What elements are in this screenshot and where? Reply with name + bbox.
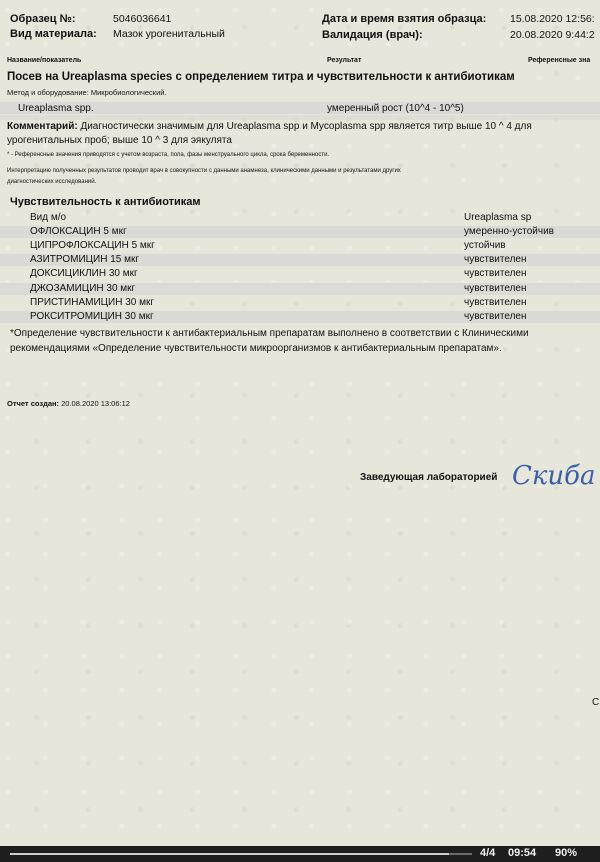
signature-text: Скиба bbox=[512, 461, 596, 491]
handwritten-signature bbox=[512, 457, 600, 493]
clock: 09:54 bbox=[508, 847, 537, 859]
organism-name: Ureaplasma spp. bbox=[18, 103, 94, 114]
comment-line-1 bbox=[7, 121, 532, 132]
column-result-header: Результат bbox=[327, 57, 362, 64]
drug-result: чувствителен bbox=[464, 254, 527, 265]
table-row bbox=[0, 240, 600, 252]
drug-name: ОФЛОКСАЦИН 5 мкг bbox=[30, 226, 127, 237]
drug-name: ДОКСИЦИКЛИН 30 мкг bbox=[30, 268, 138, 279]
page-progress-fill bbox=[10, 853, 449, 855]
table-row bbox=[0, 226, 600, 238]
comment-line-2: урогенитальных проб; выше 10 ^ 3 для эякулята bbox=[7, 135, 232, 146]
reference-note: * - Референсные значения приводятся с учетом возраста, пола, фазы менструального цикла, срока беременности. bbox=[7, 152, 330, 158]
signature-image bbox=[512, 457, 600, 499]
drug-name: АЗИТРОМИЦИН 15 мкг bbox=[30, 254, 140, 265]
table-row bbox=[0, 297, 600, 309]
comment-text-1: Диагностически значимым для Ureaplasma spp и Mycoplasma spp является титр выше 10 ^ 4 для bbox=[77, 121, 532, 132]
viewer-status-bar bbox=[0, 846, 600, 862]
sample-number-value: 5046036641 bbox=[113, 13, 172, 25]
page-progress-track[interactable] bbox=[10, 853, 472, 855]
report-created-value: 20.08.2020 13:06:12 bbox=[59, 399, 130, 408]
column-name-header: Название/показатель bbox=[7, 57, 82, 64]
sensitivity-title: Чувствительность к антибиотикам bbox=[10, 196, 201, 208]
zoom-level[interactable]: 90% bbox=[555, 847, 578, 859]
drug-result: умеренно-устойчив bbox=[464, 226, 554, 237]
signature-label: Заведующая лабораторией bbox=[360, 472, 498, 483]
drug-name: РОКСИТРОМИЦИН 30 мкг bbox=[30, 311, 154, 322]
drug-name: ЦИПРОФЛОКСАЦИН 5 мкг bbox=[30, 240, 155, 251]
test-title: Посев на Ureaplasma species с определением титра и чувствительности к антибиотикам bbox=[7, 71, 515, 83]
table-row bbox=[0, 311, 600, 323]
interpretation-note-1: Интерпретацию полученных результатов проводит врач в совокупности с данными анамнеза, клиническими данными и результатами других bbox=[7, 168, 401, 174]
drug-result: чувствителен bbox=[464, 268, 527, 279]
table-row bbox=[0, 268, 600, 280]
report-created-label: Отчет создан: bbox=[7, 399, 60, 408]
interpretation-note-2: диагностических исследований. bbox=[7, 179, 97, 185]
table-row bbox=[0, 254, 600, 266]
drug-result: чувствителен bbox=[464, 297, 527, 308]
table-row bbox=[0, 283, 600, 295]
drug-result: чувствителен bbox=[464, 283, 527, 294]
drug-name: ДЖОЗАМИЦИН 30 мкг bbox=[30, 283, 136, 294]
comment-label: Комментарий: bbox=[7, 121, 78, 132]
column-reference-header: Референсные зна bbox=[528, 57, 591, 64]
drug-result: устойчив bbox=[464, 240, 506, 251]
sensitivity-footnote-1: *Определение чувствительности к антибактериальным препаратам выполнено в соответствии с Клиническими bbox=[10, 328, 529, 339]
result-row-band-lower bbox=[0, 115, 600, 120]
edge-letter: С bbox=[592, 697, 600, 708]
material-label: Вид материала: bbox=[10, 28, 97, 40]
drug-name: ПРИСТИНАМИЦИН 30 мкг bbox=[30, 297, 155, 308]
sample-number-label: Образец №: bbox=[10, 13, 76, 25]
sensitivity-footnote-2: рекомендациями «Определение чувствительности микроорганизмов к антибактериальным препаратам». bbox=[10, 343, 502, 354]
validation-value: 20.08.2020 9:44:2 bbox=[510, 29, 595, 41]
report-created bbox=[7, 399, 130, 408]
material-value: Мазок урогенитальный bbox=[113, 28, 225, 40]
collected-label: Дата и время взятия образца: bbox=[322, 13, 487, 25]
drug-result: чувствителен bbox=[464, 311, 527, 322]
page-indicator: 4/4 bbox=[480, 847, 496, 859]
validation-label: Валидация (врач): bbox=[322, 29, 423, 41]
growth-result: умеренный рост (10^4 - 10^5) bbox=[327, 103, 464, 114]
sensitivity-col-drug: Вид м/о bbox=[30, 212, 67, 223]
method-line: Метод и оборудование: Микробиологический. bbox=[7, 88, 167, 97]
collected-value: 15.08.2020 12:56: bbox=[510, 13, 595, 25]
sensitivity-col-organism: Ureaplasma sp bbox=[464, 212, 532, 223]
